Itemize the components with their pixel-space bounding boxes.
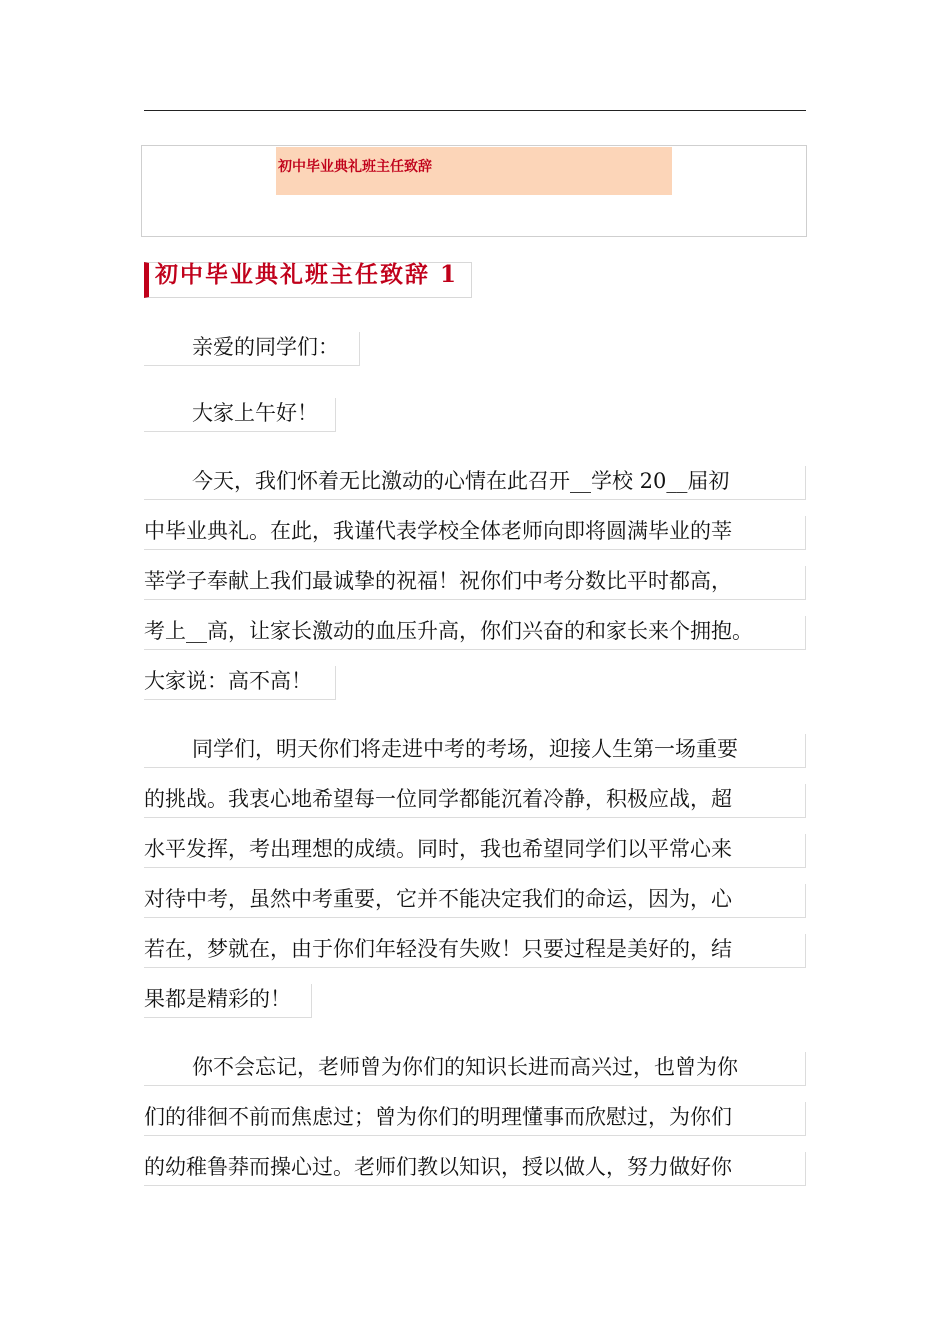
paragraph-line: 的幼稚鲁莽而操心过。老师们教以知识，授以做人，努力做好你 [144, 1152, 806, 1186]
section-heading: 初中毕业典礼班主任致辞 1 [144, 262, 472, 298]
paragraph-line: 若在，梦就在，由于你们年轻没有失败！只要过程是美好的，结 [144, 934, 806, 968]
paragraph-line: 今天，我们怀着无比激动的心情在此召开__学校 20__届初 [144, 466, 806, 500]
paragraph-line: 你不会忘记，老师曾为你们的知识长进而高兴过，也曾为你 [144, 1052, 806, 1086]
paragraph-line: 同学们，明天你们将走进中考的考场，迎接人生第一场重要 [144, 734, 806, 768]
paragraph-line: 亲爱的同学们： [144, 332, 360, 366]
header-rule [144, 110, 806, 111]
paragraph-line: 中毕业典礼。在此，我谨代表学校全体老师向即将圆满毕业的莘 [144, 516, 806, 550]
toc-box [141, 145, 807, 237]
toc-title-link[interactable]: 初中毕业典礼班主任致辞 [278, 159, 432, 175]
paragraph-line: 水平发挥，考出理想的成绩。同时，我也希望同学们以平常心来 [144, 834, 806, 868]
paragraph-line: 考上__高，让家长激动的血压升高，你们兴奋的和家长来个拥抱。 [144, 616, 806, 650]
paragraph-line: 对待中考，虽然中考重要，它并不能决定我们的命运，因为，心 [144, 884, 806, 918]
paragraph-line: 的挑战。我衷心地希望每一位同学都能沉着冷静，积极应战，超 [144, 784, 806, 818]
paragraph-line: 果都是精彩的！ [144, 984, 312, 1018]
paragraph-line: 大家上午好！ [144, 398, 336, 432]
paragraph-line: 莘学子奉献上我们最诚挚的祝福！祝你们中考分数比平时都高， [144, 566, 806, 600]
paragraph-line: 大家说：高不高！ [144, 666, 336, 700]
paragraph-line: 们的徘徊不前而焦虑过；曾为你们的明理懂事而欣慰过，为你们 [144, 1102, 806, 1136]
